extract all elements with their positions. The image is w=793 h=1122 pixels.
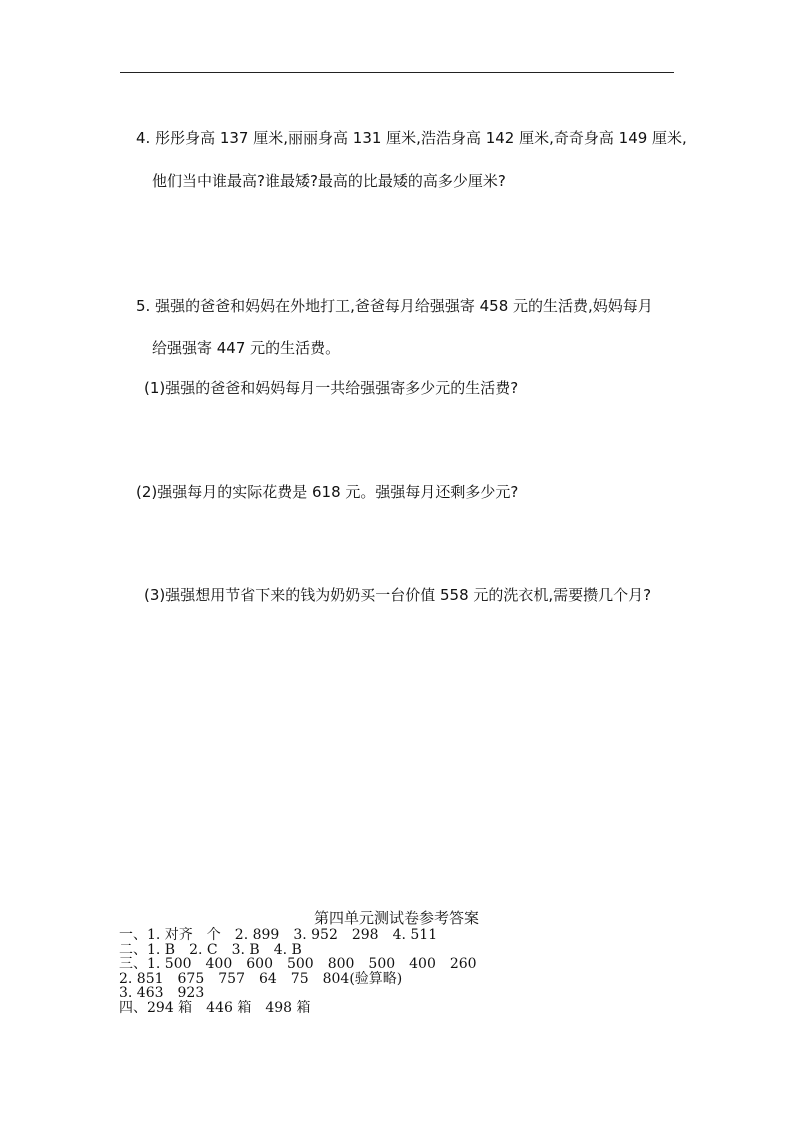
answer-line-4: 2. 851 675 757 64 75 804(验算略) [119,971,403,987]
question-4-line-2: 他们当中谁最高?谁最矮?最高的比最矮的高多少厘米? [152,172,506,190]
answer-line-1: 一、1. 对齐 个 2. 899 3. 952 298 4. 511 [119,927,438,943]
question-5-subquestion-1: (1)强强的爸爸和妈妈每月一共给强强寄多少元的生活费? [144,379,519,397]
answer-key-title: 第四单元测试卷参考答案 [313,909,479,927]
answer-line-3: 三、1. 500 400 600 500 800 500 400 260 [119,956,477,972]
answer-line-2: 二、1. B 2. C 3. B 4. B [119,942,302,958]
question-5-subquestion-3: (3)强强想用节省下来的钱为奶奶买一台价值 558 元的洗衣机,需要攒几个月? [144,586,652,604]
question-5-line-1: 5. 强强的爸爸和妈妈在外地打工,爸爸每月给强强寄 458 元的生活费,妈妈每月 [136,297,653,315]
answer-line-6: 四、294 箱 446 箱 498 箱 [119,1000,311,1016]
question-5-subquestion-2: (2)强强每月的实际花费是 618 元。强强每月还剩多少元? [136,483,519,501]
question-5-line-2: 给强强寄 447 元的生活费。 [152,339,341,357]
answer-line-5: 3. 463 923 [119,985,205,1001]
question-4-line-1: 4. 彤彤身高 137 厘米,丽丽身高 131 厘米,浩浩身高 142 厘米,奇奇身高 149 厘米, [136,129,687,147]
header-rule [120,72,674,73]
